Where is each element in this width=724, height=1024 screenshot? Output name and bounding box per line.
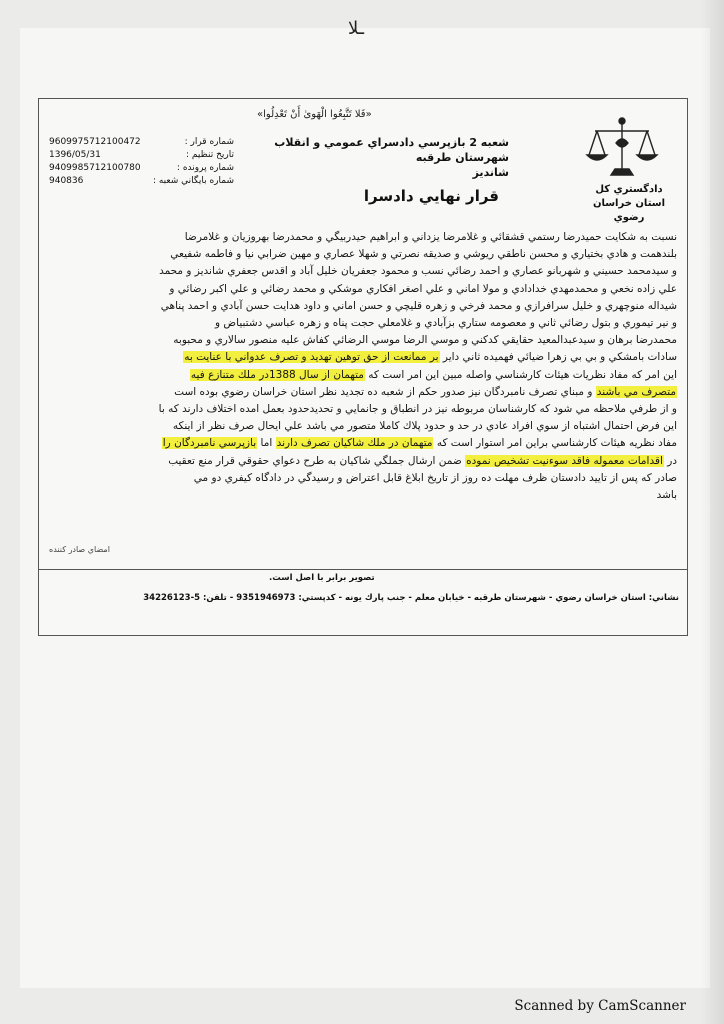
decision-title: قرار نهايي دادسرا xyxy=(363,187,499,205)
body-line: و سيدمحمد حسيني و شهربانو عصاري و احمد رضائي نسب و محمود جعفريان خليل آباد و اقدس جعفري شانديز و محمد xyxy=(159,265,677,278)
highlighted-text: بازپرسي نامبردگان را xyxy=(162,437,257,450)
decision-number-value: 9609975712100472 xyxy=(49,137,141,147)
body-line xyxy=(49,435,677,452)
signature-label: امضاي صادر كننده xyxy=(49,545,110,554)
branch-line-1: شعبه 2 بازپرسي دادسراي عمومي و انقلاب شهرستان طرقبه xyxy=(274,136,509,164)
decision-number-row xyxy=(49,137,234,150)
decision-document xyxy=(38,98,688,636)
top-mark: ـلا xyxy=(348,18,365,39)
body-line: صادر كه پس از تاييد دادستان ظرف مهلت ده روز از تاريخ ابلاغ قابل اعتراض و رسيدگي در دادگاه كيفري دو مي xyxy=(193,471,677,484)
decision-body xyxy=(49,229,677,504)
body-line: نسبت به شكايت حميدرضا رستمي قشقائي و غلامرضا يزداني و ابراهيم حيدربيگي و محمدرضا بهروزيان و غلامرضا xyxy=(184,231,677,243)
body-line xyxy=(49,384,677,401)
certified-copy-note: تصوير برابر با اصل است. xyxy=(269,573,375,583)
decision-number-label: شماره قرار : xyxy=(184,137,234,147)
archive-number-row xyxy=(49,176,234,189)
body-line: اين فرض احتمال اشتباه از سوي افراد عادي در حد و حدود پلاك كاملا متصور مي باشد علي ايحال صرف نظر از اينكه xyxy=(172,420,677,433)
body-line xyxy=(49,453,677,470)
court-name xyxy=(579,183,679,225)
body-line: بلندهمت و هادي بختياري و محسن ناطقي ريوشي و صديقه نصرتي و شهلا عصاري و مهين ضرابي نيا و فاطمه شفيعي xyxy=(170,248,677,261)
body-line: باشد xyxy=(656,489,677,502)
highlighted-text: متصرف مي باشند xyxy=(596,385,676,398)
footer-divider xyxy=(39,569,687,570)
court-name-line-2: رضوي xyxy=(613,212,645,223)
body-text-segment: در xyxy=(663,454,677,467)
quran-verse: «فَلا تَتَّبِعُوا الْهَوىٰ أَنْ تَعْدِلُوا» xyxy=(257,109,372,120)
justice-scales-icon xyxy=(583,113,661,183)
body-text-segment: اما xyxy=(257,437,276,450)
scan-shadow xyxy=(700,0,724,1024)
body-line: و نير تيموري و بتول رضائي ثاني و معصومه ستاري بزآبادي و غلامعلي حجت پناه و زهره عباسي دشتبياض و xyxy=(215,317,677,330)
body-text-segment: سادات بامشكي و بي بي زهرا ضيائي فهميده ثاني داير xyxy=(439,351,677,364)
archive-number-value: 940836 xyxy=(49,176,84,186)
highlighted-text: متهمان در ملك شاكيان تصرف دارند xyxy=(276,437,433,450)
body-text-segment: ضمن ارشال جملگي شاكيان به طرح دعواي حقوقي قرار منع تعقيب xyxy=(168,454,466,467)
branch-heading xyxy=(269,135,509,180)
body-line: علي زاده نخعي و محمدمهدي خدادادي و مولا اماني و علي اصغر افكاري موشكي و محمد رضائي و علي اكبر رضائي و xyxy=(169,282,677,295)
issue-date-label: تاريخ تنظيم : xyxy=(186,150,234,160)
highlighted-text: متهمان از سال 1388در ملك متنازع فيه xyxy=(190,368,364,381)
camscanner-watermark: Scanned by CamScanner xyxy=(514,998,686,1014)
highlighted-text: بر ممانعت از حق توهين تهديد و تصرف عدواني با عنايت به xyxy=(184,351,439,364)
court-name-line-1: دادگستري كل استان خراسان xyxy=(592,184,666,209)
issue-date-row xyxy=(49,150,234,163)
body-line xyxy=(49,349,677,366)
body-line: شيداله منوچهري و خليل سرافرازي و محمد فرخي و زهره قليچي و حسن اماني و داود هدايت حسن آبادي و احمد پناهي xyxy=(160,299,677,312)
body-line xyxy=(49,367,677,384)
case-number-row xyxy=(49,163,234,176)
body-line: و از طرفي ملاحظه مي شود كه كارشناسان مربوطه نيز در انطباق و جانمايي و تحديدحدود بعمل امده اختلاف دارند كه با xyxy=(158,403,677,416)
case-number-value: 9409985712100780 xyxy=(49,163,141,173)
archive-number-label: شماره بايگاني شعبه : xyxy=(152,176,234,186)
body-text-segment: اين امر كه مفاد نظريات هيئات كارشناسي واصله مبين اين امر است كه xyxy=(364,368,677,381)
office-address: نشاني: استان خراسان رضوي - شهرستان طرقبه - خيابان معلم - جنب پارك يونه - كدپستي: 9351946973 - تلفن: 5-34226123 xyxy=(143,593,679,603)
case-number-label: شماره پرونده : xyxy=(176,163,234,173)
body-text-segment: و مبناي تصرف نامبردگان نيز صدور حكم از شعبه ده تجديد نظر استان خراسان رضوي بوده است xyxy=(174,385,596,398)
body-line: محمدرضا برهان و سيدعبدالمعيد حقايقي كدكني و موسي الرضا موسي الرضائي كفاش عليه منصور سالاري و محبوبه xyxy=(173,334,677,347)
issue-date-value: 1396/05/31 xyxy=(49,150,101,160)
branch-line-2: شانديز xyxy=(472,166,509,179)
highlighted-text: اقدامات معموله فاقد سوءنيت تشخيص نموده xyxy=(466,454,663,467)
body-text-segment: مفاد نظريه هيئات كارشناسي براين امر استوار است كه xyxy=(433,437,677,450)
